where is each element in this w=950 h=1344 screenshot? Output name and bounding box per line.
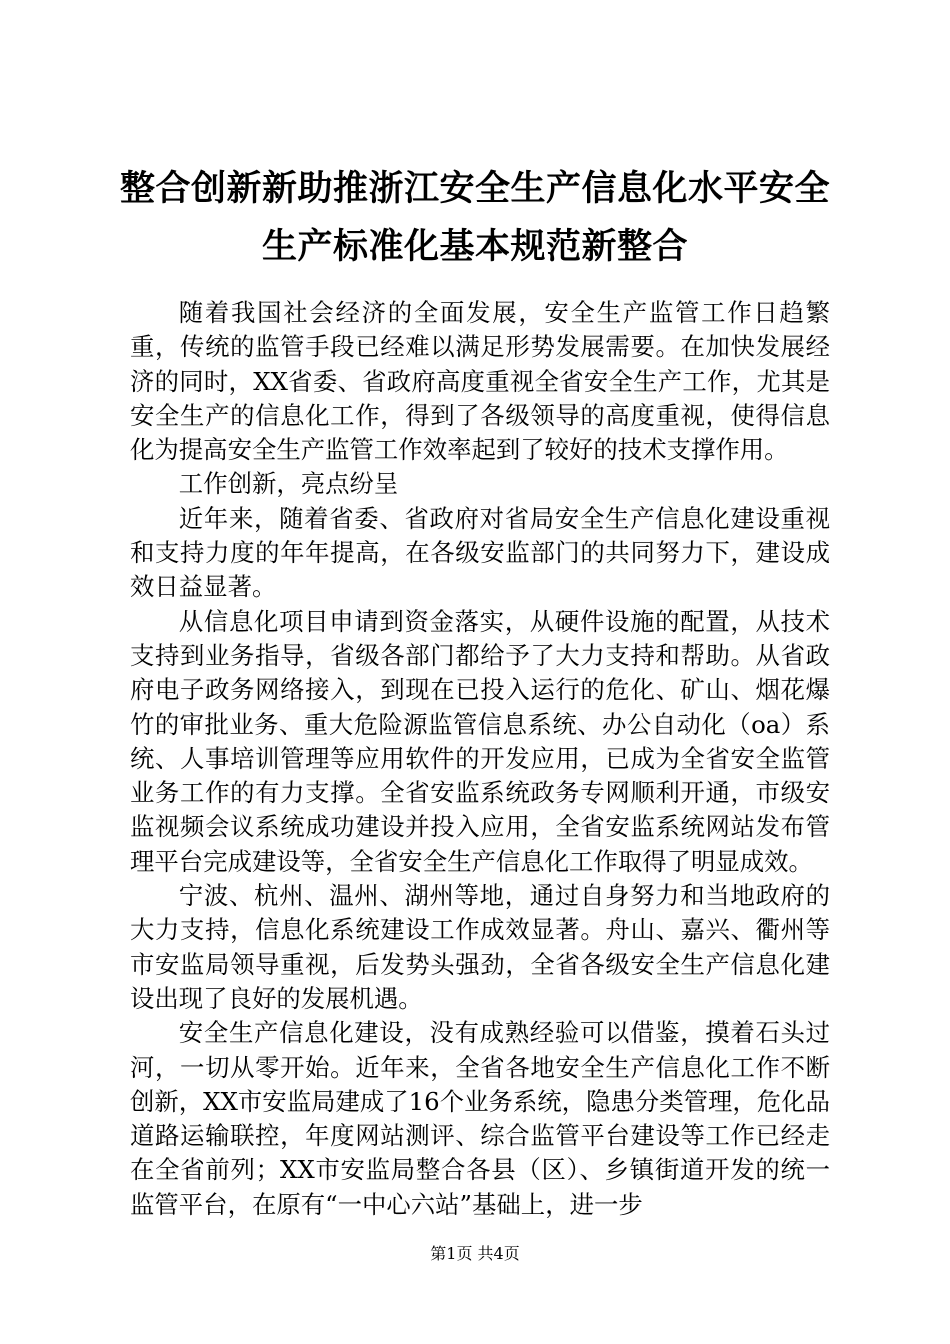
paragraph-innovation: 安全生产信息化建设，没有成熟经验可以借鉴，摸着石头过河，一切从零开始。近年来，全省各地安全生产信息化工作不断创新，XX市安监局建成了16个业务系统，隐患分类管理，危化品道路运输联控，年度网站测评、综合监管平台建设等工作已经走在全省前列；XX市安监局整合各县（区）、乡镇街道开发的统一监管平台，在原有“一中心六站”基础上，进一步: [130, 1018, 830, 1219]
paragraph-intro: 随着我国社会经济的全面发展，安全生产监管工作日趋繁重，传统的监管手段已经难以满足形势发展需要。在加快发展经济的同时，XX省委、省政府高度重视全省安全生产工作，尤其是安全生产的信息化工作，得到了各级领导的高度重视，使得信息化为提高安全生产监管工作效率起到了较好的技术支撑作用。: [130, 298, 830, 465]
section-heading: 工作创新，亮点纷呈: [178, 469, 399, 499]
paragraph-recent-years: 近年来，随着省委、省政府对省局安全生产信息化建设重视和支持力度的年年提高，在各级安监部门的共同努力下，建设成效日益显著。: [130, 503, 830, 602]
paragraph-support: 从信息化项目申请到资金落实，从硬件设施的配置，从技术支持到业务指导，省级各部门都给予了大力支持和帮助。从省政府电子政务网络接入，到现在已投入运行的危化、矿山、烟花爆竹的审批业务、重大危险源监管信息系统、办公自动化（oa）系统、人事培训管理等应用软件的开发应用，已成为全省安全监管业务工作的有力支撑。全省安监系统政务专网顺利开通，市级安监视频会议系统成功建设并投入应用，全省安监系统网站发布管理平台完成建设等，全省安全生产信息化工作取得了明显成效。: [130, 606, 830, 876]
document-body: [130, 296, 830, 1222]
page-number-footer: 第1页 共4页: [430, 1244, 520, 1263]
paragraph-cities: 宁波、杭州、温州、湖州等地，通过自身努力和当地政府的大力支持，信息化系统建设工作成效显著。舟山、嘉兴、衢州等市安监局领导重视，后发势头强劲，全省各级安全生产信息化建设出现了良好的发展机遇。: [130, 881, 830, 1013]
document-title: 整合创新新助推浙江安全生产信息化水平安全生产标准化基本规范新整合: [119, 169, 830, 267]
